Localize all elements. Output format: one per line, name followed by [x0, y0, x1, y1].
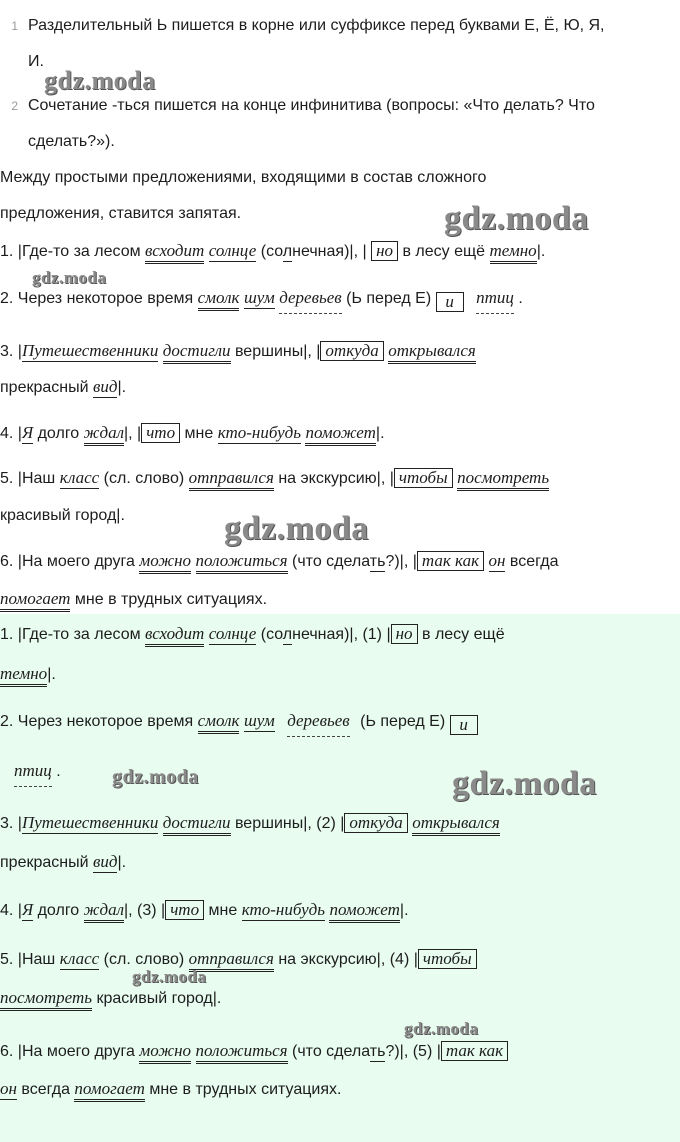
- answer-sentence-2-cont: птиц .: [0, 760, 61, 786]
- answer-sentence-4: 4. |Я долго ждал|, (3) | что мне кто-нибудь поможет|.: [0, 899, 409, 925]
- subject: солнце: [208, 241, 257, 260]
- rule-number: 1: [11, 19, 18, 33]
- watermark: gdz.moda: [224, 510, 369, 547]
- answer-sentence-6: 6. |На моего друга можно положиться (что сделать?)|, (5) | так как: [0, 1040, 508, 1066]
- subject: шум: [243, 288, 275, 307]
- predicate: отправился: [189, 949, 274, 972]
- watermark: gdz.moda: [132, 967, 207, 986]
- predicate: ждал: [84, 900, 124, 923]
- predicate: достигли: [163, 813, 231, 836]
- answer-sentence-2: 2. Через некоторое время смолк шум деревьев (Ь перед Е) и: [0, 710, 478, 736]
- conjunction-box: так как: [441, 1041, 508, 1061]
- answer-sentence-1: 1. |Где-то за лесом всходит солнце (солнечная)|, (1) | но в лесу ещё: [0, 623, 505, 649]
- rule-2: [0, 95, 595, 121]
- predicate: темно: [490, 241, 537, 264]
- predicate: поможет: [305, 423, 375, 446]
- conjunction-box: но: [391, 624, 418, 644]
- predicate: помогает: [0, 589, 70, 612]
- predicate: отправился: [189, 468, 274, 491]
- subject: шум: [243, 711, 275, 730]
- predicate: смолк: [198, 288, 240, 311]
- object: птиц: [14, 761, 52, 787]
- sentence-1: 1. |Где-то за лесом всходит солнце (солнечная)|, | но в лесу ещё темно|.: [0, 240, 545, 266]
- conjunction-box: откуда: [344, 813, 407, 833]
- predicate: смолк: [198, 711, 240, 734]
- rule-text: Сочетание -ться пишется на конце инфинитива (вопросы: «Что делать? Что: [28, 97, 595, 114]
- conjunction-box: откуда: [320, 341, 383, 361]
- watermark: gdz.moda: [404, 1019, 479, 1038]
- watermark: gdz.moda: [112, 766, 199, 788]
- sentence-6-cont: помогает мне в трудных ситуациях.: [0, 588, 267, 614]
- conjunction-box: так как: [417, 551, 484, 571]
- predicate: помогает: [74, 1079, 144, 1102]
- subject: кто-нибудь: [241, 900, 325, 919]
- conjunction-box: чтобы: [418, 949, 477, 969]
- object: деревьев: [279, 288, 341, 314]
- predicate: открывался: [388, 341, 476, 364]
- subject: Путешественники: [21, 341, 159, 360]
- answer-sentence-5: 5. |Наш класс (сл. слово) отправился на экскурсию|, (4) | чтобы: [0, 948, 477, 974]
- answer-sentence-5-cont: посмотреть красивый город|.: [0, 987, 221, 1013]
- watermark: gdz.moda: [44, 66, 156, 95]
- predicate: ждал: [84, 423, 124, 446]
- conjunction-box: но: [371, 241, 398, 261]
- subject: класс: [59, 468, 100, 487]
- sentence-5-cont: красивый город|.: [0, 507, 125, 524]
- sentence-2: 2. Через некоторое время смолк шум деревьев (Ь перед Е) и птиц .: [0, 287, 523, 313]
- watermark: gdz.moda: [452, 765, 597, 802]
- intro-line: Между простыми предложениями, входящими в состав сложного: [0, 169, 487, 186]
- predicate: темно: [0, 664, 47, 687]
- answer-sentence-3: 3. |Путешественники достигли вершины|, (2) | откуда открывался: [0, 812, 500, 838]
- answer-sentence-3-cont: прекрасный вид|.: [0, 852, 127, 871]
- predicate: всходит: [145, 241, 204, 264]
- conjunction-box: и: [450, 715, 478, 735]
- predicate: всходит: [145, 624, 204, 647]
- sentence-4: 4. |Я долго ждал|, | что мне кто-нибудь поможет|.: [0, 422, 385, 448]
- subject: вид: [92, 852, 118, 871]
- sentence-6: 6. |На моего друга можно положиться (что сделать?)|, | так как он всегда: [0, 550, 558, 576]
- rule-text: Разделительный Ь пишется в корне или суффиксе перед буквами Е, Ё, Ю, Я,: [28, 17, 605, 34]
- rule-number: 2: [11, 99, 18, 113]
- predicate: посмотреть: [0, 988, 92, 1011]
- intro-line: предложения, ставится запятая.: [0, 205, 242, 222]
- predicate: можно: [139, 1041, 191, 1064]
- subject: Я: [21, 423, 34, 442]
- rule-1: [0, 15, 605, 41]
- predicate: открывался: [412, 813, 500, 836]
- conjunction-box: что: [141, 423, 180, 443]
- subject: Путешественники: [21, 813, 159, 832]
- conjunction-box: и: [436, 292, 464, 312]
- object: деревьев: [287, 711, 349, 737]
- predicate: положиться: [196, 551, 288, 574]
- rule-2-cont: сделать?»).: [28, 133, 115, 150]
- sentence-3: 3. |Путешественники достигли вершины|, | откуда открывался: [0, 340, 476, 366]
- subject: он: [0, 1079, 17, 1098]
- predicate: достигли: [163, 341, 231, 364]
- subject: солнце: [208, 624, 257, 643]
- subject: вид: [92, 377, 118, 396]
- answer-sentence-6-cont: он всегда помогает мне в трудных ситуациях.: [0, 1078, 341, 1104]
- sentence-5: 5. |Наш класс (сл. слово) отправился на экскурсию|, | чтобы посмотреть: [0, 467, 549, 493]
- predicate: положиться: [196, 1041, 288, 1064]
- conjunction-box: что: [165, 900, 204, 920]
- answer-sentence-1-cont: темно|.: [0, 663, 56, 689]
- subject: Я: [21, 900, 34, 919]
- object: птиц: [476, 288, 514, 314]
- watermark: gdz.moda: [32, 268, 107, 287]
- predicate: посмотреть: [457, 468, 549, 491]
- watermark: gdz.moda: [444, 200, 589, 237]
- sentence-3-cont: прекрасный вид|.: [0, 377, 127, 396]
- rule-1-cont: И.: [28, 53, 44, 70]
- conjunction-box: чтобы: [394, 468, 453, 488]
- subject: он: [488, 551, 506, 570]
- subject: класс: [59, 949, 100, 968]
- predicate: поможет: [329, 900, 399, 923]
- subject: кто-нибудь: [217, 423, 301, 442]
- predicate: можно: [139, 551, 191, 574]
